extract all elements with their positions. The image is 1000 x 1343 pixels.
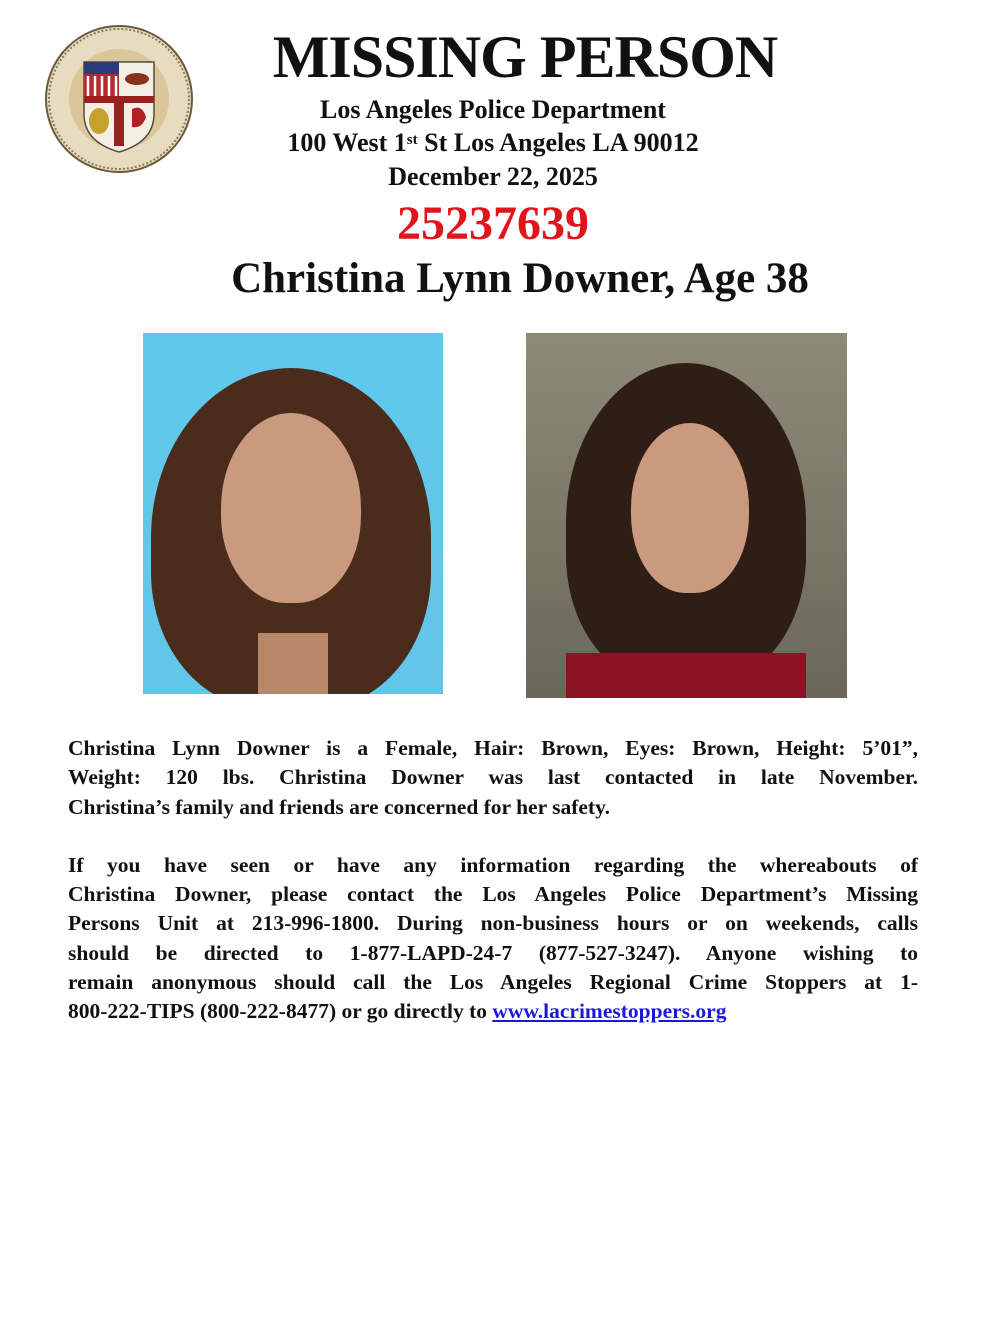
description-line: Christina’s family and friends are concerned for her safety. xyxy=(68,794,611,819)
photo-portrait-1 xyxy=(143,333,443,694)
department-name: Los Angeles Police Department xyxy=(320,95,666,124)
contact-line: If you have seen or have any information regarding the whereabouts of xyxy=(68,852,918,877)
address-superscript: st xyxy=(406,132,418,148)
person-name-age: Christina Lynn Downer, Age 38 xyxy=(231,255,809,302)
contact-line xyxy=(68,997,918,1026)
description-line: Weight: 120 lbs. Christina Downer was last contacted in late November. xyxy=(68,765,918,790)
description-paragraph xyxy=(68,734,918,822)
address-part: 100 West 1 xyxy=(287,128,407,157)
city-of-los-angeles-seal xyxy=(44,24,194,174)
description-line: Christina Lynn Downer is a Female, Hair: Brown, Eyes: Brown, Height: 5’01”, xyxy=(68,736,918,760)
contact-line-text: 800-222-TIPS (800-222-8477) or go directly to xyxy=(68,999,493,1024)
flyer-date: December 22, 2025 xyxy=(388,162,598,191)
contact-line: Christina Downer, please contact the Los Angeles Police Department’s Missing xyxy=(68,882,918,907)
contact-line: remain anonymous should call the Los Angeles Regional Crime Stoppers at 1- xyxy=(68,970,918,995)
flyer-body xyxy=(68,734,918,1027)
crimestoppers-link[interactable]: www.lacrimestoppers.org xyxy=(492,999,727,1024)
case-number: 25237639 xyxy=(397,197,589,250)
page-title: MISSING PERSON xyxy=(272,24,778,90)
address-part: St Los Angeles LA 90012 xyxy=(417,128,699,157)
contact-line: should be directed to 1-877-LAPD-24-7 (877-527-3247). Anyone wishing to xyxy=(68,940,918,965)
photo-portrait-2 xyxy=(526,333,847,698)
contact-line: Persons Unit at 213-996-1800. During non-business hours or on weekends, calls xyxy=(68,911,918,936)
department-address xyxy=(243,128,743,158)
contact-paragraph xyxy=(68,851,918,1027)
